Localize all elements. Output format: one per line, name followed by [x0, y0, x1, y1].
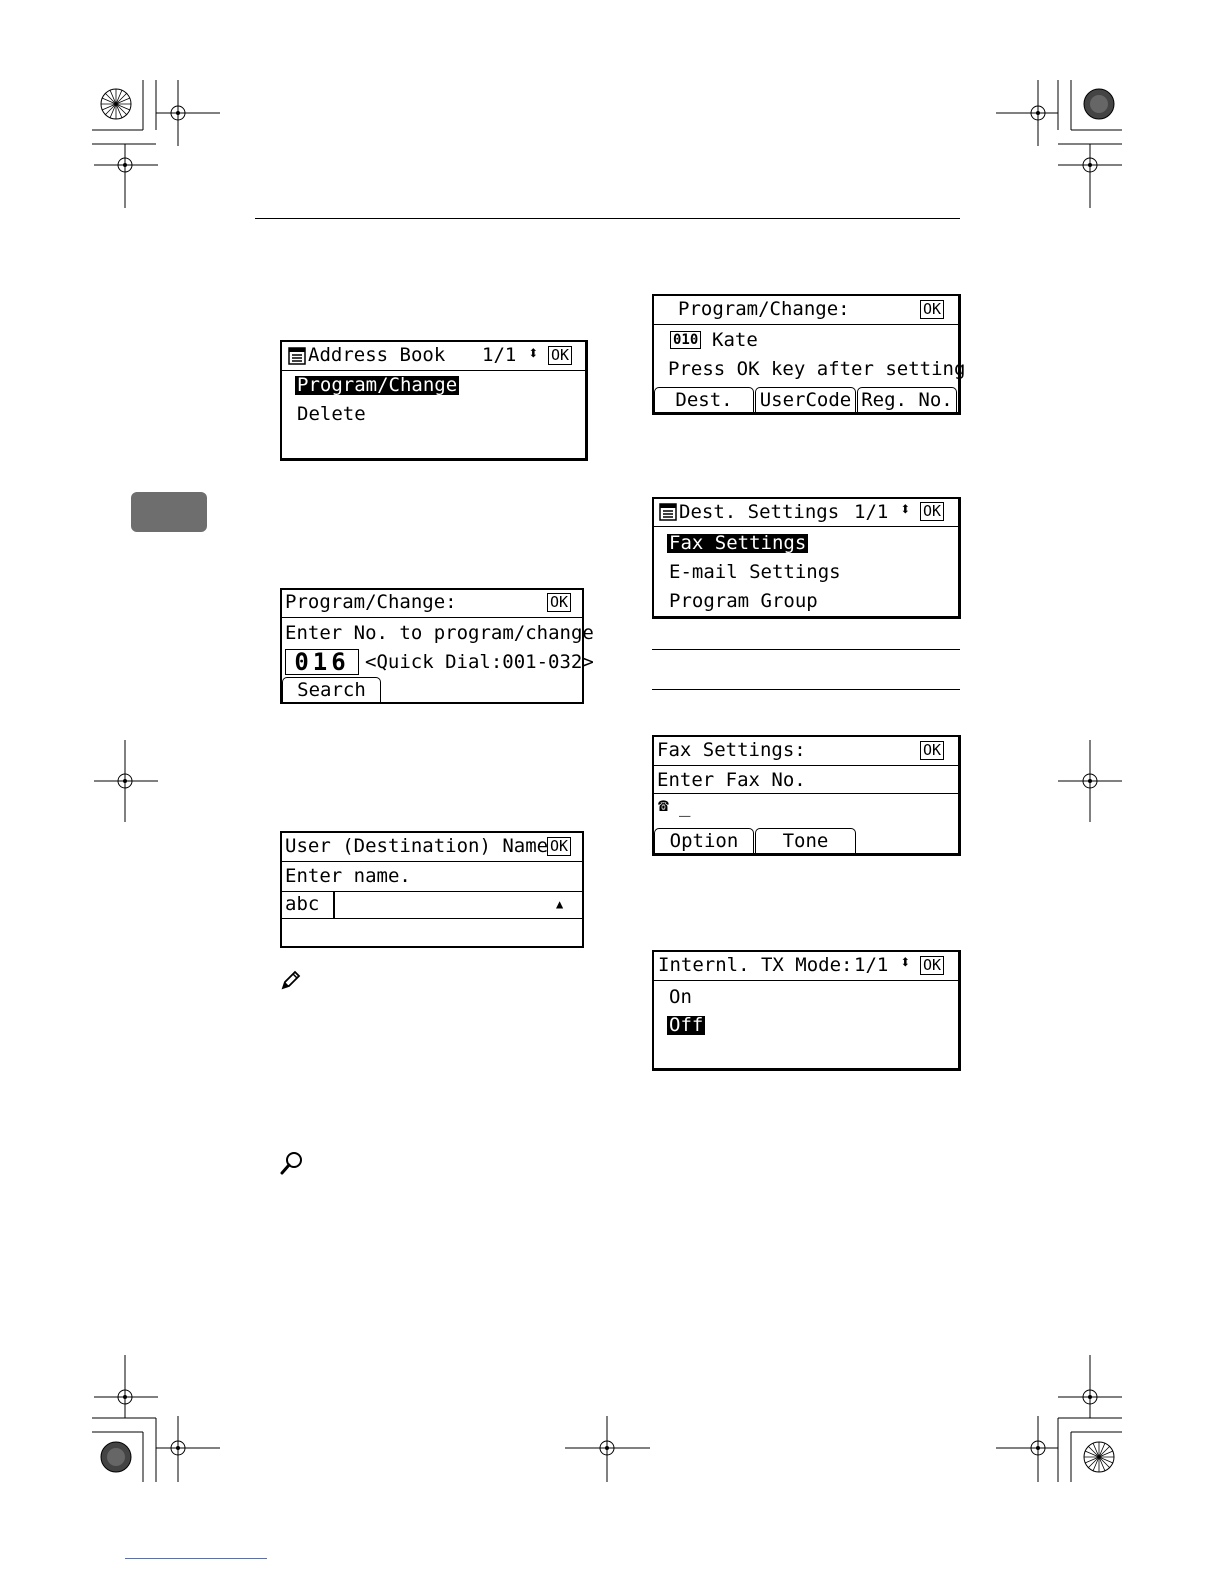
footer-link-underline	[125, 1558, 267, 1559]
prompt-text: Enter Fax No.	[657, 769, 806, 791]
panel-title: Program/Change:	[678, 298, 850, 320]
user-name-panel	[280, 831, 584, 948]
name-input[interactable]	[335, 892, 550, 918]
menu-item-fax-settings[interactable]: Fax Settings	[669, 532, 807, 554]
page-indicator: 1/1	[854, 954, 889, 976]
program-change-entry-panel	[280, 588, 594, 704]
cursor-up-icon: ▲	[556, 897, 564, 911]
entry-name: Kate	[712, 329, 758, 351]
panel-title: Fax Settings:	[657, 739, 806, 761]
option-softkey[interactable]: Option	[654, 828, 754, 853]
entry-number: 010	[670, 331, 701, 349]
input-mode[interactable]: abc	[285, 893, 320, 915]
menu-item-program-group[interactable]: Program Group	[669, 590, 818, 612]
panel-title: Dest. Settings	[679, 501, 840, 523]
fax-number-input[interactable]	[654, 794, 958, 821]
search-softkey[interactable]: Search	[282, 677, 381, 702]
menu-item-email-settings[interactable]: E-mail Settings	[669, 561, 841, 583]
option-on[interactable]: On	[669, 986, 692, 1008]
fax-number-cursor: _	[679, 795, 691, 817]
panel-title: Internl. TX Mode:	[658, 954, 853, 976]
page-indicator: 1/1	[854, 501, 889, 523]
dest-settings-panel	[652, 497, 961, 619]
panel-title: Program/Change:	[285, 591, 457, 613]
up-down-arrow-icon: ⬍	[900, 499, 911, 520]
menu-item-delete[interactable]: Delete	[297, 403, 366, 425]
list-icon	[288, 347, 306, 365]
ok-key-icon: OK	[547, 593, 571, 612]
program-change-kate-panel	[652, 294, 966, 415]
usercode-softkey[interactable]: UserCode	[755, 387, 856, 412]
panel-title: User (Destination) Name	[285, 835, 549, 857]
ok-key-icon: OK	[920, 741, 944, 760]
section-rule	[652, 689, 960, 690]
quick-dial-range: <Quick Dial:001-032>	[365, 651, 594, 673]
status-message: Press OK key after setting	[668, 358, 966, 380]
ok-key-icon: OK	[548, 346, 572, 365]
telephone-icon: ☎	[658, 795, 669, 816]
number-input[interactable]: 016	[285, 649, 359, 675]
option-off[interactable]: Off	[669, 1014, 704, 1036]
list-icon	[659, 503, 677, 521]
fax-settings-panel	[652, 735, 961, 856]
page-indicator: 1/1	[482, 344, 517, 366]
tone-softkey[interactable]: Tone	[755, 828, 856, 853]
panel-title: Address Book	[308, 344, 446, 366]
prompt-text: Enter No. to program/change	[285, 622, 594, 644]
dest-softkey[interactable]: Dest.	[654, 387, 754, 412]
pencil-icon	[279, 968, 303, 992]
up-down-arrow-icon: ⬍	[528, 343, 539, 364]
ok-key-icon: OK	[920, 300, 944, 319]
magnifier-icon	[279, 1150, 305, 1176]
internl-tx-mode-panel	[652, 950, 961, 1071]
reg-no-softkey[interactable]: Reg. No.	[857, 387, 957, 412]
ok-key-icon: OK	[547, 837, 571, 856]
ok-key-icon: OK	[920, 956, 944, 975]
section-rule	[652, 649, 960, 650]
prompt-text: Enter name.	[285, 865, 411, 887]
ok-key-icon: OK	[920, 502, 944, 521]
address-book-panel	[280, 340, 588, 461]
up-down-arrow-icon: ⬍	[900, 952, 911, 973]
menu-item-program-change[interactable]: Program/Change	[297, 374, 458, 396]
